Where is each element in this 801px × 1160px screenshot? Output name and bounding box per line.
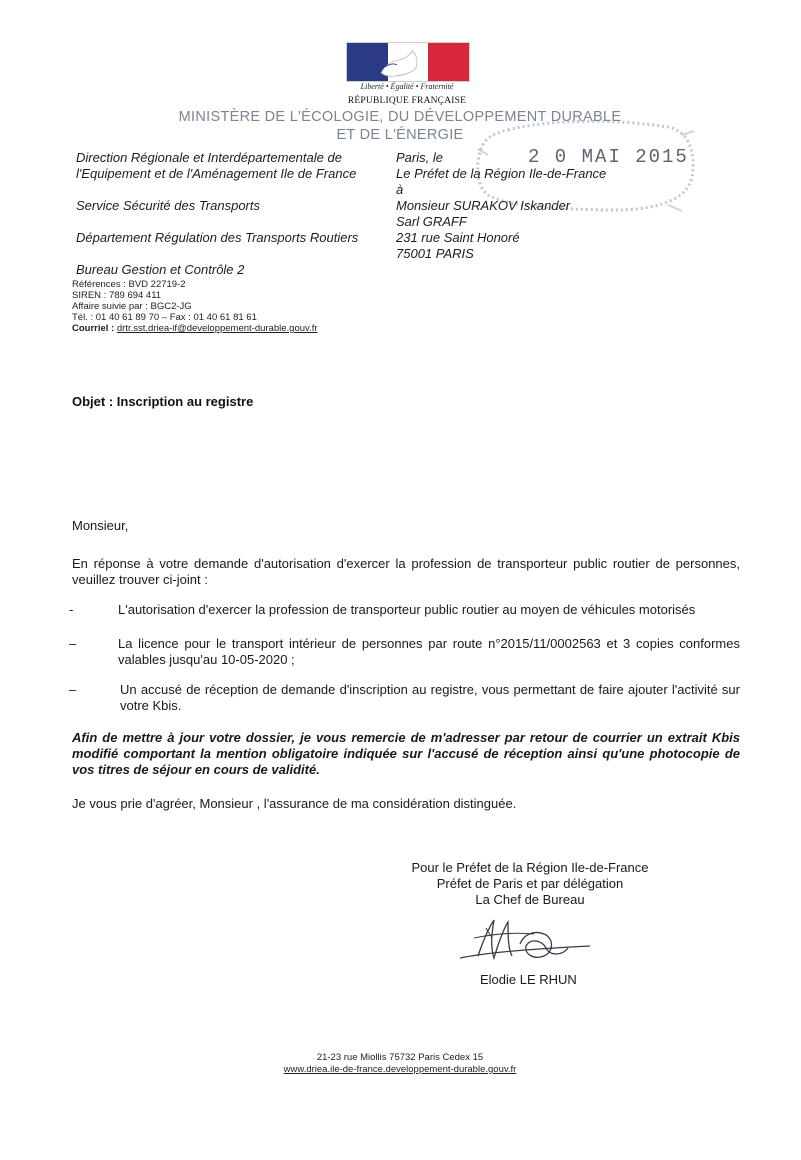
recipient-block <box>396 150 606 262</box>
signature-line-3: La Chef de Bureau <box>475 892 585 907</box>
list-item: La licence pour le transport intérieur de personnes par route n°2015/11/0002563 et 3 copies conformes valables jusqu'au 10-05-2020 ; <box>118 636 740 667</box>
signature-block <box>380 860 680 908</box>
objet-line: Objet : Inscription au registre <box>72 394 254 409</box>
recipient-name: Monsieur SURAKOV Iskander <box>396 198 571 213</box>
footer-address: 21-23 rue Miollis 75732 Paris Cedex 15 <box>316 1052 484 1063</box>
item-dash-2: – <box>69 636 77 651</box>
item-dash-1: - <box>69 602 74 617</box>
footer-website-link[interactable]: www.driea.ile-de-france.developpement-durable.gouv.fr <box>283 1064 517 1075</box>
marianne-logo-icon <box>346 42 470 82</box>
republique-francaise: RÉPUBLIQUE FRANÇAISE <box>347 96 467 106</box>
courriel-link[interactable]: drtr.sst.driea-if@developpement-durable.gouv.fr <box>116 323 318 334</box>
recipient-company: Sarl GRAFF <box>396 214 467 229</box>
request-paragraph: Afin de mettre à jour votre dossier, je vous remercie de m'adresser par retour de courrier un extrait Kbis modifié comportant la mention obligatoire indiquée sur l'accusé de réception ainsi qu'une photocopie de vos titres de séjour en cours de validité. <box>72 730 740 777</box>
intro-paragraph: En réponse à votre demande d'autorisation d'exercer la profession de transporteur public routier de personnes, veuillez trouver ci-joint : <box>72 556 740 587</box>
sender-bureau: Bureau Gestion et Contrôle 2 <box>76 262 245 277</box>
list-item: Un accusé de réception de demande d'inscription au registre, vous permettant de faire ajouter l'activité sur votre Kbis. <box>120 682 740 713</box>
signature-line-1: Pour le Préfet de la Région Ile-de-France <box>411 860 649 875</box>
reference-line: Références : BVD 22719-2 <box>72 279 186 290</box>
sender-direction <box>76 150 356 182</box>
courriel-label: Courriel : <box>72 323 115 334</box>
sender-service: Service Sécurité des Transports <box>76 198 260 213</box>
direction-line-2: l'Equipement et de l'Aménagement Ile de France <box>76 166 357 181</box>
item-dash-3: – <box>69 682 77 697</box>
stamp-date: 2 0 MAI 2015 <box>528 146 689 168</box>
a-line: à <box>396 182 404 197</box>
signatory-name: Elodie LE RHUN <box>480 972 577 987</box>
courriel-line <box>72 323 318 334</box>
recipient-street: 231 rue Saint Honoré <box>396 230 520 245</box>
signature-line-2: Préfet de Paris et par délégation <box>436 876 624 891</box>
recipient-city: 75001 PARIS <box>396 246 474 261</box>
sender-departement: Département Régulation des Transports Routiers <box>76 230 359 245</box>
ministry-line-2: ET DE L'ÉNERGIE <box>336 127 464 143</box>
closing-line: Je vous prie d'agréer, Monsieur , l'assurance de ma considération distinguée. <box>72 796 517 811</box>
tel-line: Tél. : 01 40 61 89 70 – Fax : 01 40 61 81 61 <box>72 312 257 323</box>
direction-line-1: Direction Régionale et Interdépartementale de <box>76 150 342 165</box>
ministry-line-1: MINISTÈRE DE L'ÉCOLOGIE, DU DÉVELOPPEMENT DURABLE <box>178 109 622 125</box>
affaire-line: Affaire suivie par : BGC2-JG <box>72 301 192 312</box>
siren-line: SIREN : 789 694 411 <box>72 290 162 301</box>
from-line: Le Préfet de la Région Ile-de-France <box>396 166 607 181</box>
references-block <box>72 279 318 334</box>
place-line: Paris, le <box>396 150 443 165</box>
handwritten-signature-icon <box>450 908 600 972</box>
salutation: Monsieur, <box>72 518 129 533</box>
motto: Liberté • Égalité • Fraternité <box>360 82 454 91</box>
footer <box>200 1052 600 1076</box>
list-item: L'autorisation d'exercer la profession de transporteur public routier au moyen de véhicules motorisés <box>118 602 696 617</box>
